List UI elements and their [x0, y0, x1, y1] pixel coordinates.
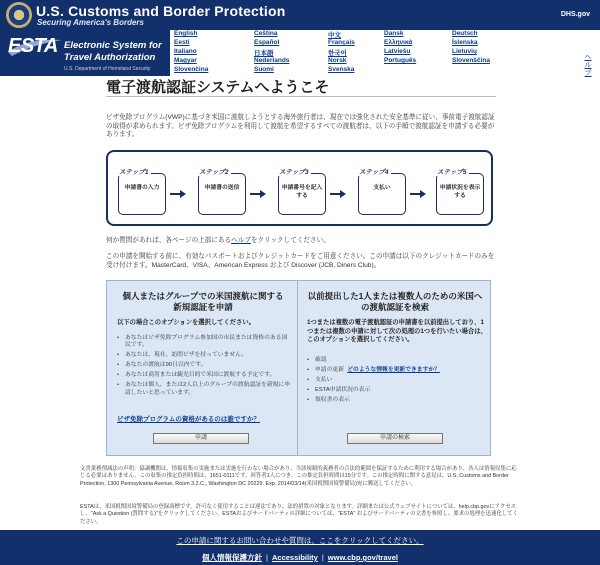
step-3-tag: ステップ3 [279, 169, 309, 176]
new-application-criteria [117, 335, 291, 400]
panel-divider [297, 281, 298, 455]
list-item: • あなたは、現在、訪問ビザを持っていません。 [117, 352, 291, 359]
lang-portugues[interactable]: Português [384, 57, 417, 64]
arrow-right-icon [170, 189, 186, 199]
lang-magyar[interactable]: Magyar [174, 57, 197, 64]
lang-english[interactable]: English [174, 30, 198, 37]
step-5-tag: ステップ5 [437, 169, 467, 176]
arrow-right-icon [250, 189, 266, 199]
help-instruction-pre: 何か質問があれば、各ページの上部にある [106, 237, 232, 244]
lang-slovencina[interactable]: Slovenčina [174, 66, 209, 73]
search-application-button[interactable]: 申請の検索 [347, 433, 443, 444]
esta-logo: ESTA [8, 35, 58, 57]
list-item: • あなたの渡航は90日以内です。 [117, 362, 291, 369]
step-1-text: 申請書の入力 [124, 185, 160, 191]
lang-korean[interactable]: 한국어 [328, 50, 347, 57]
existing-application-intro: 1つまたは複数の電子渡航認証の申請書を以前提出しており、1つまたは複数の申請に対して次の処理の1つを行いたい場合は、このオプションを選択してください。 [307, 319, 487, 343]
vwp-eligibility-link[interactable]: ビザ免除プログラムの資格があるのは誰ですか？ [117, 416, 260, 423]
arrow-right-icon [330, 189, 346, 199]
cbp-title: U.S. Customs and Border Protection [36, 3, 286, 19]
cbp-travel-link[interactable]: www.cbp.gov/travel [327, 553, 398, 562]
update-info-link[interactable]: どのような情報を更新できますか？ [347, 367, 440, 373]
lang-suomi[interactable]: Suomi [254, 66, 274, 73]
footer-links [0, 552, 600, 563]
lang-slovenscina[interactable]: Slovenščina [452, 57, 490, 64]
lang-espanol[interactable]: Español [254, 39, 280, 46]
accessibility-link[interactable]: Accessibility [271, 553, 318, 562]
lang-italiano[interactable]: Italiano [174, 48, 197, 55]
esta-trademark-notice: ESTAは、米国税関国境警備局の登録商標です。許可なく使用することは違法であり、法的措置の対象となります。詳細または公式ウェブサイトについては、help.cbp.govにアクセスし、"Ask a Question (質問する)"をクリックしてください。ESTAおよびサードパーティの詳細については、"ESTA" およびサードパーティの文書を参照し、要求の処理を迅速化してください。 [80, 504, 518, 525]
lang-svenska[interactable]: Svenska [328, 66, 355, 73]
list-item: • ESTA申請状況の表示 [307, 387, 487, 394]
privacy-policy-link[interactable]: 個人情報保護方針 [202, 553, 263, 562]
cbp-tagline: Securing America's Borders [37, 18, 144, 27]
arrow-right-icon [410, 189, 426, 199]
step-3-text: 申請番号を記入する [281, 185, 323, 199]
options-panels [106, 280, 491, 456]
step-4 [358, 169, 406, 215]
step-5 [436, 169, 484, 215]
list-item: • 支払い [307, 377, 487, 384]
footer-separator: | [266, 553, 268, 562]
esta-name-line2: Travel Authorization [64, 52, 156, 63]
help-link[interactable]: ヘルプ [584, 54, 592, 77]
lang-cestina[interactable]: Čeština [254, 30, 278, 37]
step-2 [198, 169, 246, 215]
contact-link[interactable]: この申請に関するお問い合わせや質問は、ここをクリックしてください。 [176, 536, 424, 545]
footer-separator: | [321, 553, 324, 562]
list-item: • あなたは個人、または2人以上のグループの渡航認証を新規に申請したいと思っています。 [117, 382, 291, 397]
lang-lietuviu[interactable]: Lietuvių [452, 48, 477, 55]
application-steps [106, 150, 493, 226]
lang-islenska[interactable]: Íslenska [452, 39, 478, 46]
credit-card-notice: この申請を開始する前に、有効なパスポートおよびクレジットカードをご用意ください。この申請は以下のクレジットカードのみを受け付けます。MasterCard、VISA、American Express および Discover (JCB, Diners Club)。 [106, 253, 495, 269]
dhs-link[interactable]: DHS.gov [560, 11, 590, 18]
lang-japanese[interactable]: 日本語 [254, 50, 274, 57]
lang-norsk[interactable]: Norsk [328, 57, 347, 64]
language-selector [174, 30, 584, 76]
list-item: • あなたはビザ免除プログラム参加国の市民または資格のある国民です。 [117, 335, 291, 350]
step-2-tag: ステップ2 [199, 169, 229, 176]
lang-dansk[interactable]: Dansk [384, 30, 404, 37]
list-item: • 確認 [307, 357, 487, 364]
step-5-text: 申請状況を表示する [439, 185, 481, 199]
lang-chinese[interactable]: 中文 [328, 32, 341, 39]
help-instruction-post: をクリックしてください。 [250, 237, 330, 244]
step-2-text: 申請書の送信 [204, 185, 240, 191]
existing-application-heading: 以前提出した1人または複数人のための米国への渡航認証を検索 [307, 291, 483, 312]
lang-latviesu[interactable]: Latviešu [384, 48, 411, 55]
new-application-intro: 以下の場合このオプションを選択してください。 [117, 319, 255, 326]
step-1-tag: ステップ1 [119, 169, 149, 176]
lang-greek[interactable]: Ελληνικά [384, 39, 413, 46]
esta-name-line1: Electronic System for [64, 40, 162, 51]
step-4-tag: ステップ4 [359, 169, 389, 176]
step-1 [118, 169, 166, 215]
page-title: 電子渡航認証システムへようこそ [106, 79, 330, 96]
step-4-text: 支払い [373, 185, 391, 191]
existing-application-actions [307, 357, 487, 407]
help-instruction-link[interactable]: ヘルプ [231, 237, 251, 244]
new-application-heading: 個人またはグループでの米国渡航に関する新規認証を申請 [122, 291, 284, 312]
step-3 [278, 169, 326, 215]
new-application-button[interactable]: 申請 [153, 433, 249, 444]
lang-francais[interactable]: Français [328, 39, 355, 46]
esta-dhs-label: U.S. Department of Homeland Security [64, 66, 151, 72]
list-item: • あなたは商用または観光目的で米国に渡航する予定です。 [117, 372, 291, 379]
list-item [307, 367, 487, 374]
list-item-label: 申請の更新 [315, 367, 344, 373]
title-divider [106, 96, 496, 97]
lang-deutsch[interactable]: Deutsch [452, 30, 478, 37]
help-instruction [106, 234, 330, 244]
lang-nederlands[interactable]: Nederlands [254, 57, 290, 64]
list-item: • 領収書の表示 [307, 397, 487, 404]
paperwork-statement: 文書業務削減法の声明：協調機関は、情報収集の実施または実施を行わない場合があり、当該規制的義務者の合法的範囲を保証するために利用する場合があり、各人は情報収集に応じる必要はありません。この収集の推定負担時間は、1651-0111です。回答者1人につき、この推定負担時間は15分です。この推定時間に関する意見は、U.S. Customs and Border Protection, 1300 Pennsylvania Avenue, Room 3.2.C., Washington DC 20229. Exp. 2014/03/14(米国税関国境警備局)宛に郵送してください。 [80, 466, 517, 487]
dhs-seal-icon [6, 2, 32, 28]
lang-eesti[interactable]: Eesti [174, 39, 190, 46]
intro-text: ビザ免除プログラム(VWP)に基づき米国に渡航しようとする海外旅行者は、現在では強化された安全基準に従い、事前電子渡航認証の取得が求められます。ビザ免除プログラムを利用して渡航を希望するすべての渡航者は、以下の手順で渡航認証を申請する必要があります。 [106, 114, 495, 139]
